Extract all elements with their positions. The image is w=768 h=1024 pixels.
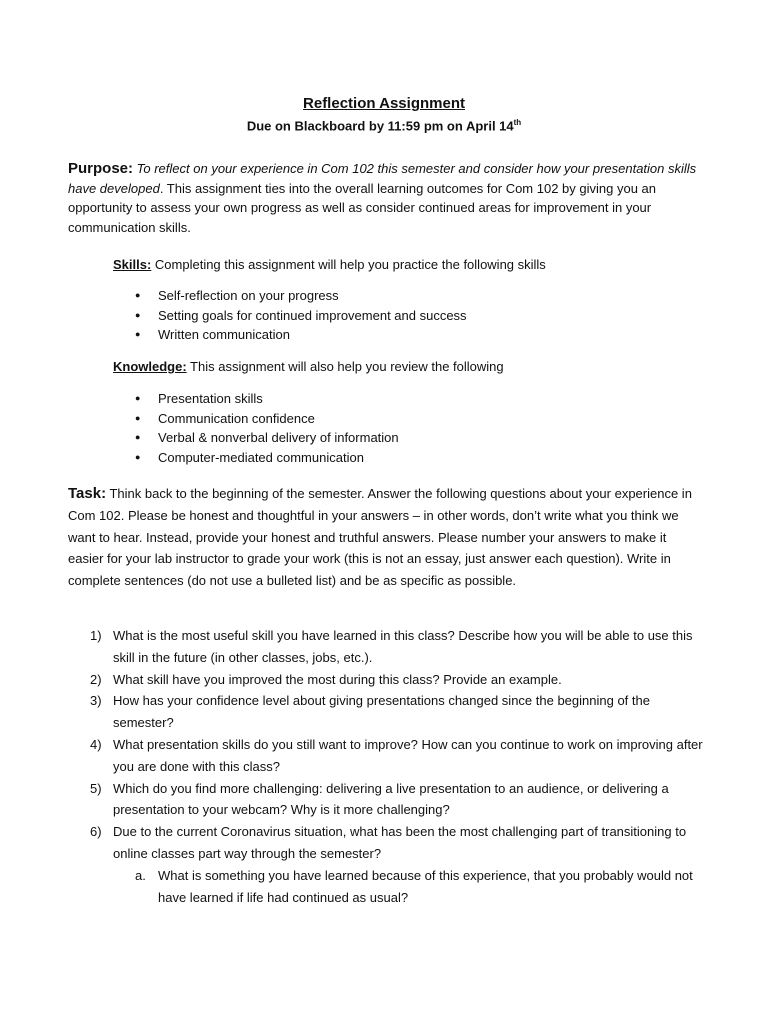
task-label: Task:	[68, 485, 107, 502]
knowledge-label: Knowledge:	[113, 359, 187, 374]
question-text: What presentation skills do you still want to improve? How can you continue to work on improving after you are done with this class?	[113, 736, 703, 774]
list-item: ● Presentation skills	[113, 389, 399, 409]
purpose-text: . This assignment ties into the overall learning outcomes for Com 102 by giving you an opportunity to assess your own progress as well as consider continued areas for improvement in your communication skills.	[68, 180, 657, 235]
skills-intro	[113, 255, 713, 275]
skills-text: Completing this assignment will help you practice the following skills	[151, 257, 546, 272]
purpose-italic-text: To reflect on your experience in Com 102 this semester and consider how your presentation skills have developed	[68, 161, 697, 196]
purpose-paragraph	[68, 159, 703, 237]
question-item	[68, 669, 708, 691]
question-number: 5)	[90, 780, 102, 796]
knowledge-text: This assignment will also help you review the following	[186, 359, 504, 374]
skills-label: Skills:	[113, 257, 152, 272]
list-item: ● Self-reflection on your progress	[113, 286, 467, 306]
question-text: What skill have you improved the most during this class? Provide an example.	[113, 671, 562, 687]
subquestion-item	[113, 865, 708, 909]
due-date-text: Due on Blackboard by 11:59 pm on April 14	[246, 118, 514, 134]
task-text: Think back to the beginning of the semester. Answer the following questions about your experience in Com 102. Please be honest and thoughtful in your answers – in other words, don’t write what you think we want to hear. Instead, provide your honest and truthful answers. Please number your answers to make it easier for your lab instructor to grade your work (this is not an essay, just answer each question). Write in complete sentences (do not use a bulleted list) and be as specific as possible.	[68, 486, 692, 589]
question-number: 4)	[90, 736, 102, 752]
knowledge-intro	[113, 357, 713, 377]
question-item	[68, 778, 708, 822]
list-item: ● Computer-mediated communication	[113, 448, 399, 468]
list-item: ● Written communication	[113, 325, 467, 345]
question-text: Due to the current Coronavirus situation, what has been the most challenging part of transitioning to online classes part way through the semester?	[113, 824, 687, 861]
question-item	[68, 821, 708, 908]
list-item: ● Setting goals for continued improvement and success	[113, 306, 467, 326]
purpose-label: Purpose:	[68, 160, 134, 177]
question-text: Which do you find more challenging: delivering a live presentation to an audience, or delivering a presentation to your webcam? Why is it more challenging?	[113, 780, 669, 818]
subquestion-text: What is something you have learned because of this experience, that you probably would not have learned if life had continued as usual?	[158, 867, 693, 905]
skills-list	[113, 286, 467, 345]
subquestion-list	[113, 865, 708, 909]
question-number: 2)	[90, 671, 102, 687]
question-number: 3)	[90, 693, 102, 709]
document-title: Reflection Assignment	[303, 95, 465, 112]
knowledge-list	[113, 389, 399, 467]
question-text: What is the most useful skill you have learned in this class? Describe how you will be able to use this skill in the future (in other classes, jobs, etc.).	[113, 628, 693, 665]
subquestion-letter: a.	[135, 867, 146, 883]
questions-list	[68, 625, 708, 908]
question-item	[68, 734, 708, 778]
question-item	[68, 625, 708, 669]
task-paragraph	[68, 483, 703, 592]
list-item: ● Communication confidence	[113, 409, 399, 429]
question-number: 1)	[90, 628, 102, 643]
due-date-line	[0, 118, 768, 133]
list-item: ● Verbal & nonverbal delivery of information	[113, 428, 399, 448]
question-number: 6)	[90, 824, 102, 840]
question-text: How has your confidence level about giving presentations changed since the beginning of the semester?	[113, 693, 650, 731]
due-date-suffix: th	[513, 118, 522, 127]
question-item	[68, 690, 708, 734]
